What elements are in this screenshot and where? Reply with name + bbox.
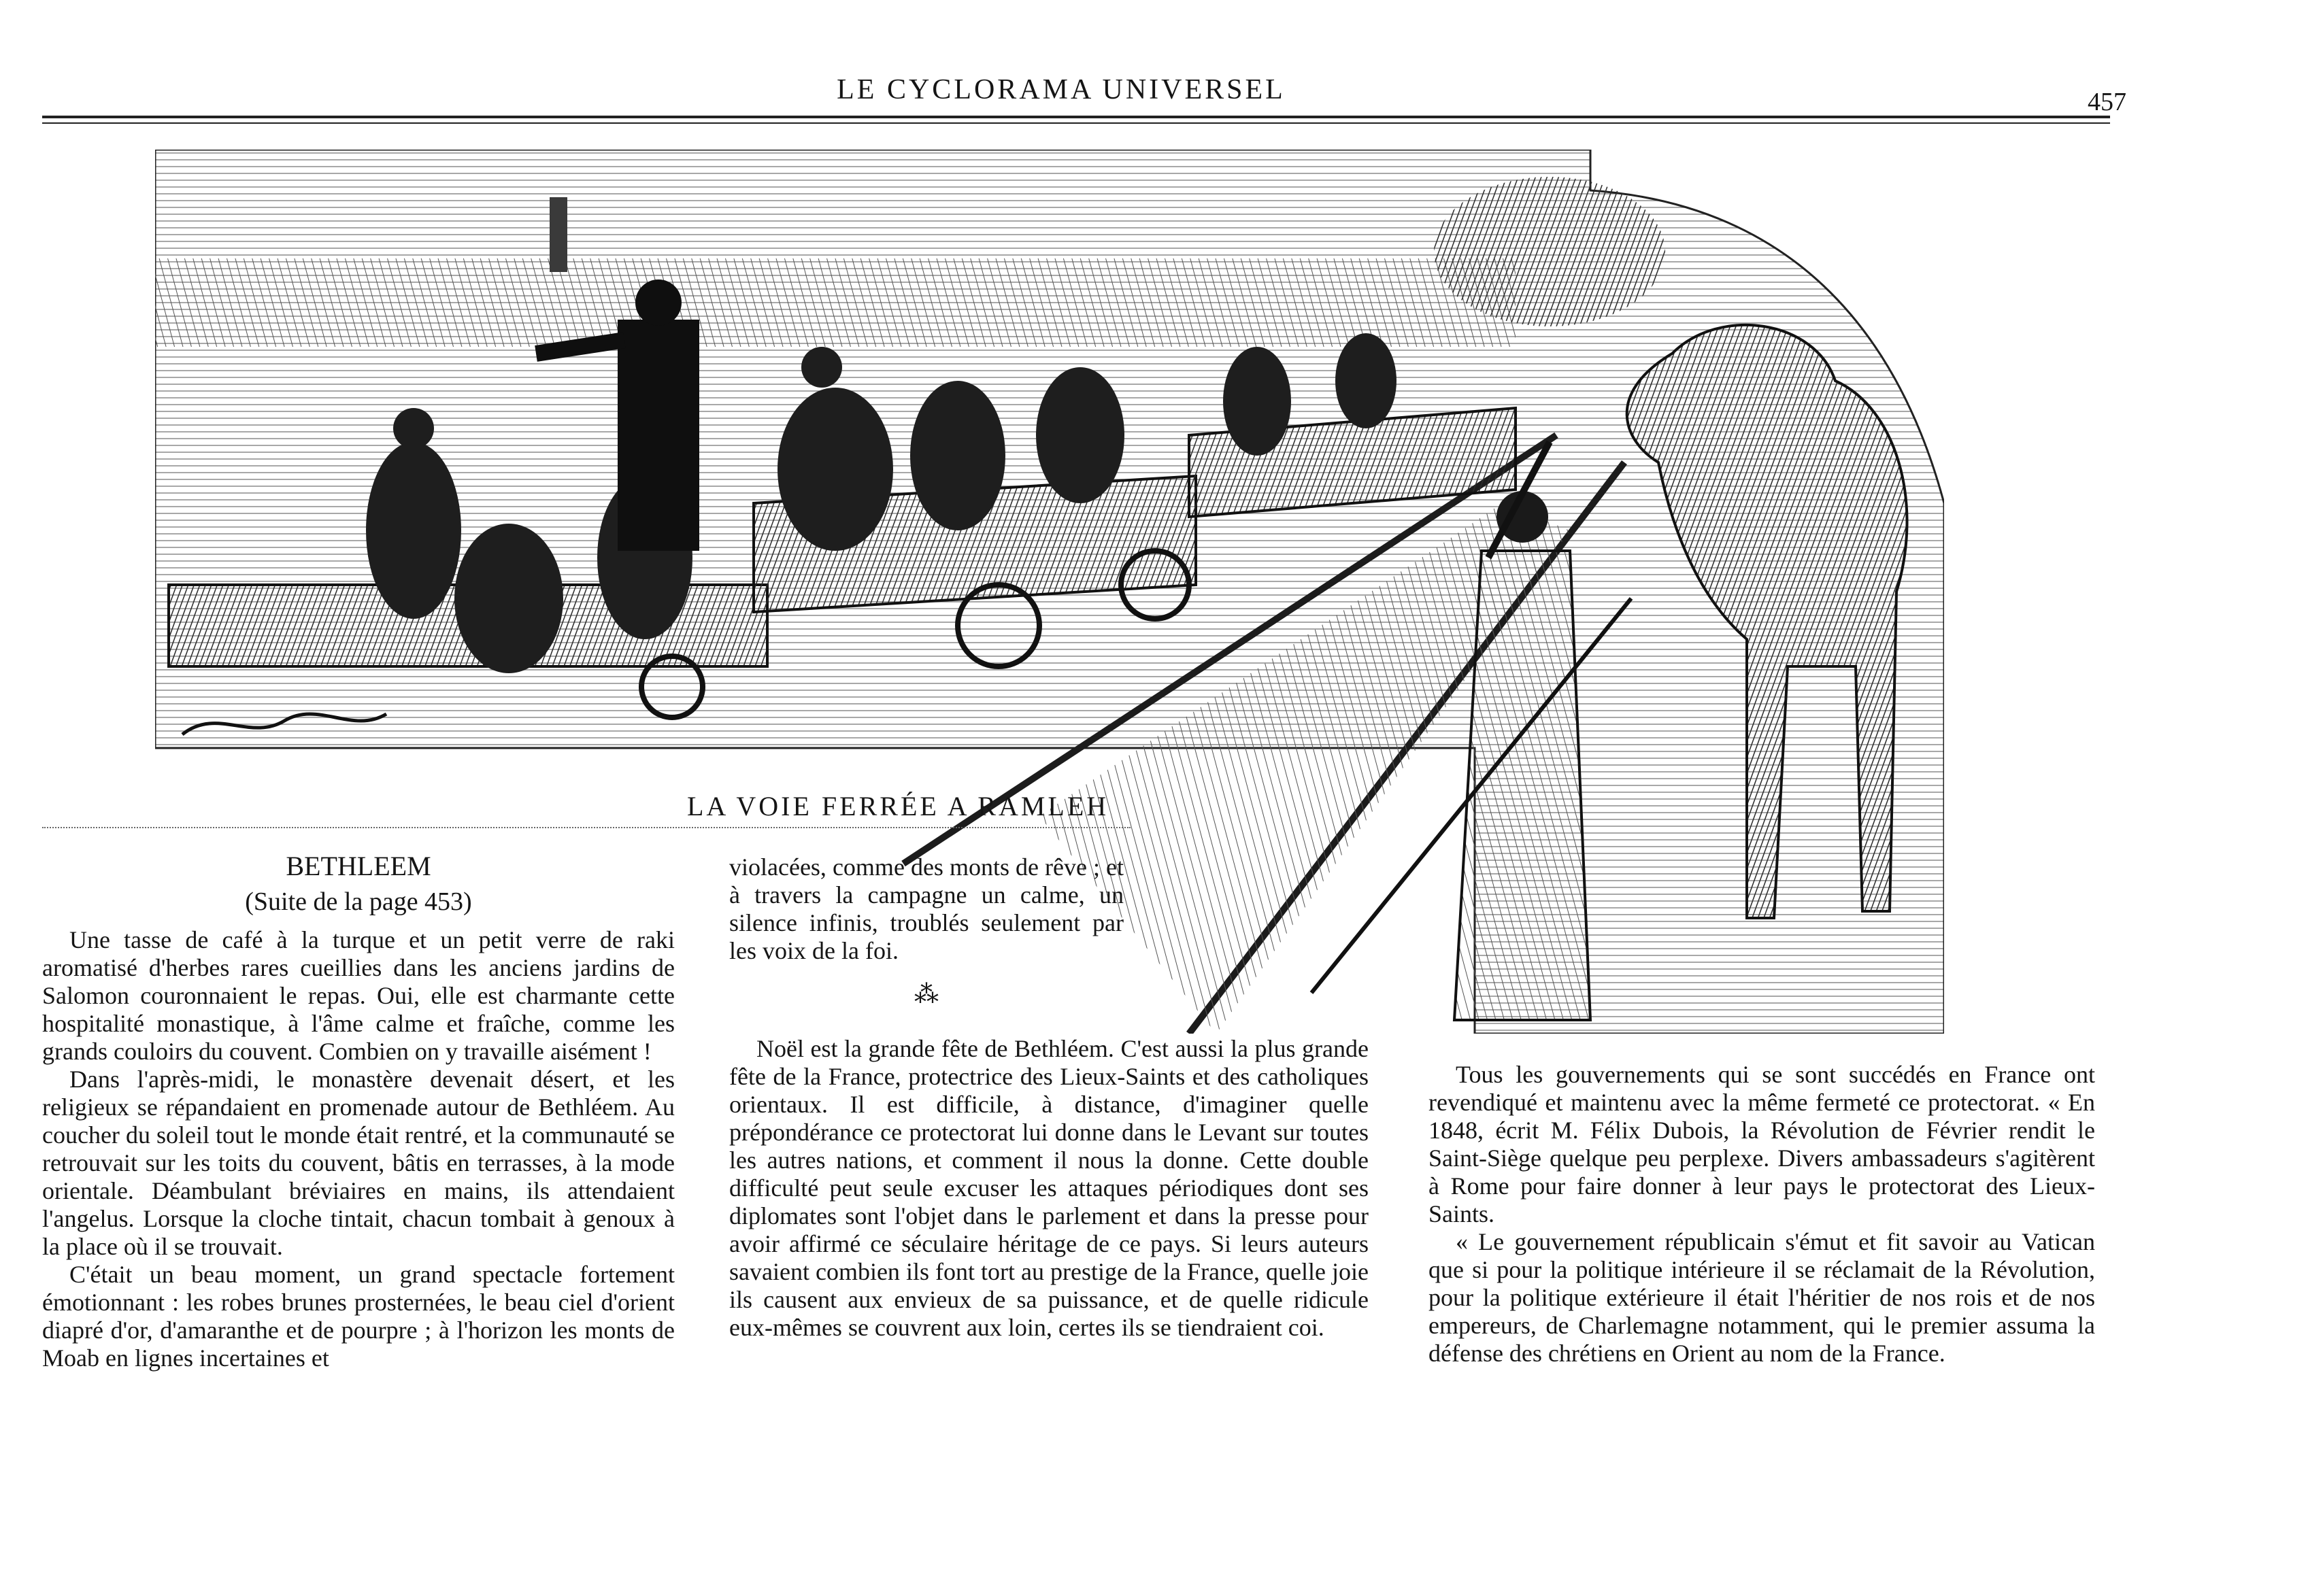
column-2-continuation xyxy=(729,853,1124,965)
column-1 xyxy=(42,926,675,1372)
paragraph: C'était un beau moment, un grand spectacle fortement émotionnant : les robes brunes prosternées, le beau ciel d'orient diapré d'or, d'amaranthe et de pourpre ; à l'horizon les monts de Moab en lignes incertaines et xyxy=(42,1261,675,1372)
paragraph: Dans l'après-midi, le monastère devenait désert, et les religieux se répandaient en promenade autour de Bethléem. Au coucher du soleil tout le monde était rentré, et la communauté se retrouvait sur les toits du couvent, bâtis en terrasses, à la mode orientale. Déambulant bréviaires en mains, ils attendaient l'angelus. Lorsque la cloche tintait, chacun tombait à genoux à la place où il se trouvait. xyxy=(42,1066,675,1260)
paragraph: Noël est la grande fête de Bethléem. C'est aussi la plus grande fête de la France, protectrice des Lieux-Saints et des catholiques orientaux. Il est difficile, à distance, d'imaginer quelle prépondérance ce protectorat lui donne dans le Levant sur toutes les autres nations, et comment il nous la donne. Cette double difficulté peut seule excuser les attaques périodiques dont ses diplomates sont l'objet dans le parlement et dans la presse pour avoir affirmé ce séculaire héritage de ce pays. Si leurs auteurs savaient combien ils font tort au prestige de la France, quelle joie ils causent aux envieux de sa puissance, et de quelle ridicule eux-mêmes se couvrent aux loin, certes ils se tiendraient coi. xyxy=(729,1035,1369,1341)
column-2 xyxy=(729,1035,1369,1342)
asterism: ⁂ xyxy=(914,981,939,1008)
page-number: 457 xyxy=(2088,88,2126,116)
illustration-caption: LA VOIE FERRÉE A RAMLEH xyxy=(687,791,1109,821)
header-rule xyxy=(42,116,2110,118)
header-rule-thin xyxy=(42,122,2110,124)
column-3 xyxy=(1428,1061,2095,1368)
tree-cluster xyxy=(1434,177,1665,326)
journal-title: LE CYCLORAMA UNIVERSEL xyxy=(837,74,1286,105)
separator-rule xyxy=(42,827,1131,828)
horizon-band xyxy=(155,258,1516,347)
article-title: BETHLEEM xyxy=(286,851,431,881)
paragraph: Tous les gouvernements qui se sont succédés en France ont revendiqué et maintenu avec la même fermeté ce protectorat. « En 1848, écrit M. Félix Dubois, la Révolution de Février rendit le Saint-Siège quelque peu perplexe. Divers ambassadeurs s'agitèrent à Rome pour faire donner à leur pays le protectorat des Lieux-Saints. xyxy=(1428,1061,2095,1227)
paragraph: violacées, comme des monts de rêve ; et à travers la campagne un calme, un silence infinis, troublés seulement par les voix de la foi. xyxy=(729,853,1124,964)
distant-tower xyxy=(550,197,567,272)
paragraph: Une tasse de café à la turque et un petit verre de raki aromatisé d'herbes rares cueillies dans les anciens jardins de Salomon couronnaient le repas. Oui, elle est charmante cette hospitalité monastique, à l'âme calme et fraîche, comme les grands couloirs du couvent. Combien on y travaille aisément ! xyxy=(42,926,675,1065)
article-subtitle: (Suite de la page 453) xyxy=(245,887,472,916)
paragraph: « Le gouvernement républicain s'émut et fit savoir au Vatican que si pour la politique intérieure il se réclamait de la Révolution, pour la politique extérieure il était l'héritier de nos rois et de nos empereurs, de Charlemagne notamment, qui le premier assuma la défense des chrétiens en Orient au nom de la France. xyxy=(1428,1228,2095,1367)
